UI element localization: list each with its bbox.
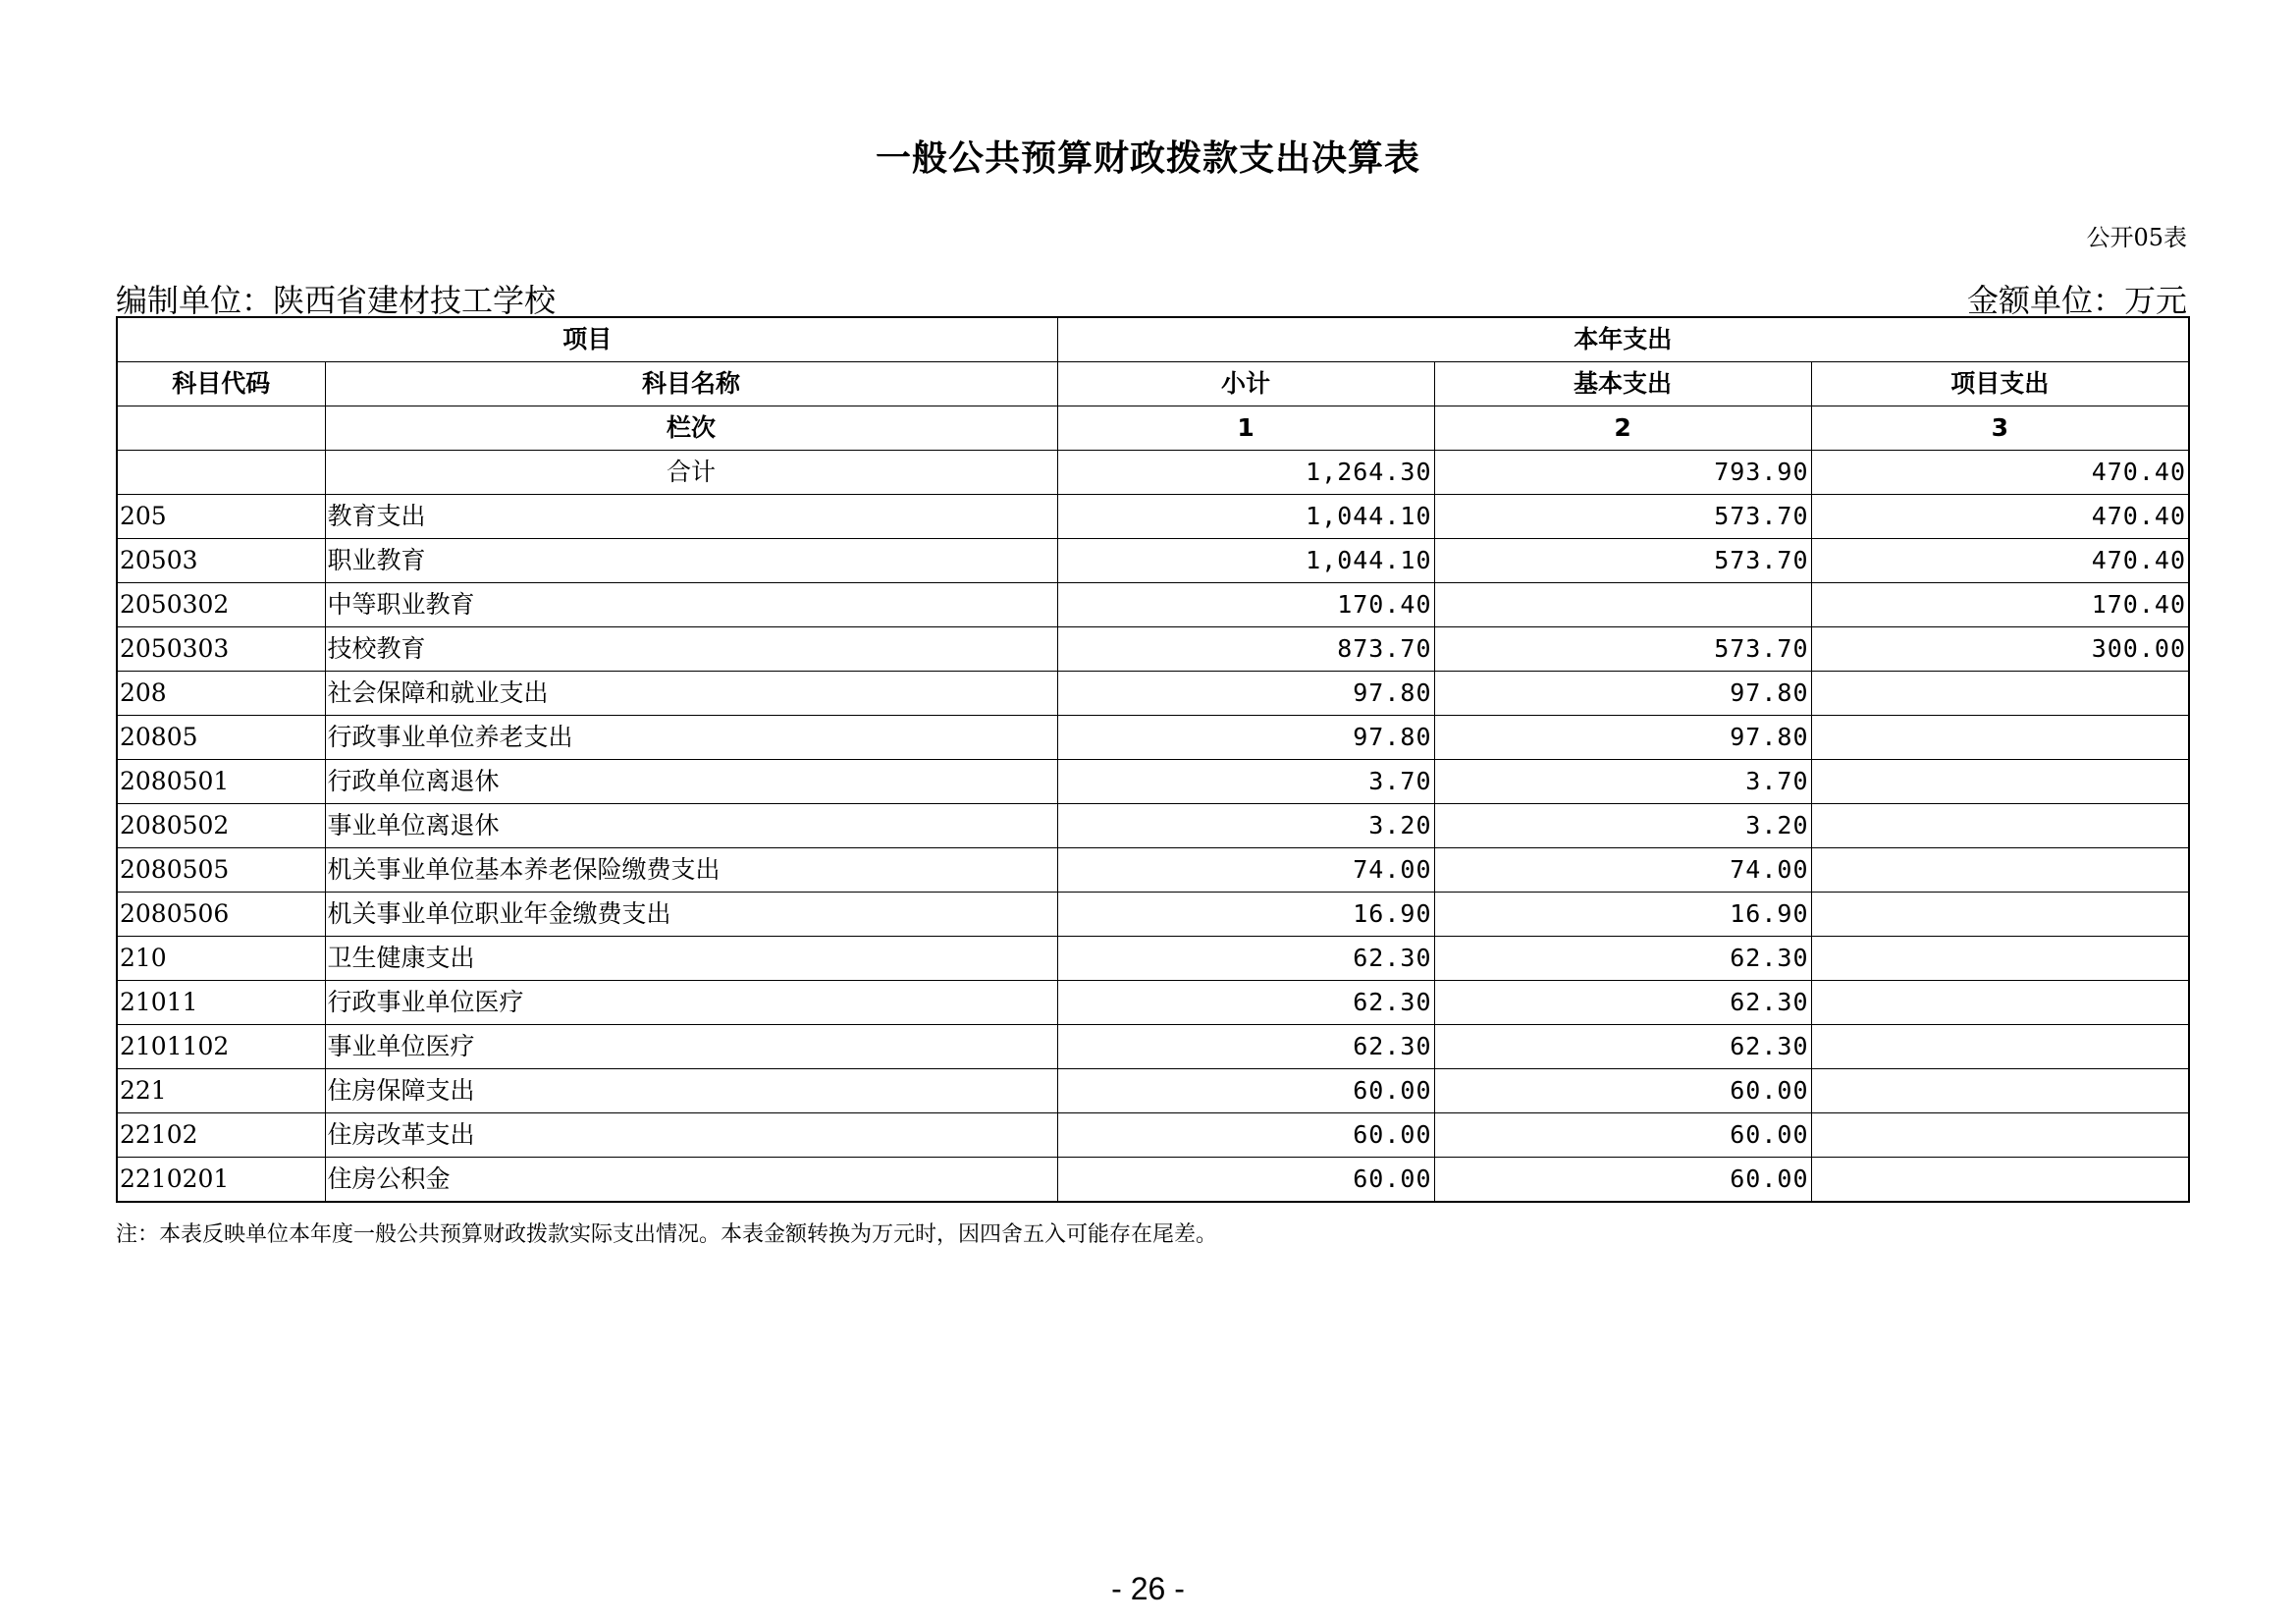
expenditure-table [116, 316, 2190, 1203]
subject-name-cell: 卫生健康支出 [325, 937, 1057, 981]
subject-name-cell: 职业教育 [325, 539, 1057, 583]
subtotal-cell: 3.20 [1057, 804, 1434, 848]
subject-name-cell: 行政事业单位医疗 [325, 981, 1057, 1025]
subtotal-cell: 170.40 [1057, 583, 1434, 627]
table-row [117, 1025, 2189, 1069]
subtotal-cell: 62.30 [1057, 981, 1434, 1025]
table-row [117, 672, 2189, 716]
table-row [117, 937, 2189, 981]
compiling-unit: 编制单位：陕西省建材技工学校 [116, 282, 557, 319]
subject-name-cell: 住房改革支出 [325, 1113, 1057, 1158]
total-project: 470.40 [1811, 451, 2189, 495]
header-index-1: 1 [1057, 406, 1434, 451]
page-title: 一般公共预算财政拨款支出决算表 [875, 137, 1420, 179]
header-index-3: 3 [1811, 406, 2189, 451]
amount-unit: 金额单位：万元 [1966, 282, 2187, 319]
subject-name-cell: 住房保障支出 [325, 1069, 1057, 1113]
subject-name-cell: 社会保障和就业支出 [325, 672, 1057, 716]
subtotal-cell: 873.70 [1057, 627, 1434, 672]
project-expenditure-cell [1811, 893, 2189, 937]
index-blank-cell [117, 406, 325, 451]
subtotal-cell: 74.00 [1057, 848, 1434, 893]
project-expenditure-cell [1811, 937, 2189, 981]
subject-code-cell: 20503 [117, 539, 325, 583]
basic-expenditure-cell: 573.70 [1434, 627, 1811, 672]
project-expenditure-cell [1811, 1113, 2189, 1158]
footnote: 注：本表反映单位本年度一般公共预算财政拨款实际支出情况。本表金额转换为万元时，因四舍五入可能存在尾差。 [116, 1222, 1218, 1247]
total-subtotal: 1,264.30 [1057, 451, 1434, 495]
subtotal-cell: 1,044.10 [1057, 539, 1434, 583]
basic-expenditure-cell: 573.70 [1434, 495, 1811, 539]
table-row [117, 1158, 2189, 1203]
subject-name-cell: 事业单位医疗 [325, 1025, 1057, 1069]
header-year-expenditure: 本年支出 [1057, 317, 2189, 362]
subject-name-cell: 教育支出 [325, 495, 1057, 539]
subtotal-cell: 62.30 [1057, 937, 1434, 981]
subject-code-cell: 22102 [117, 1113, 325, 1158]
subject-name-cell: 行政事业单位养老支出 [325, 716, 1057, 760]
basic-expenditure-cell: 60.00 [1434, 1113, 1811, 1158]
basic-expenditure-cell: 3.70 [1434, 760, 1811, 804]
subject-code-cell: 2101102 [117, 1025, 325, 1069]
header-item-group: 项目 [117, 317, 1057, 362]
header-index-2: 2 [1434, 406, 1811, 451]
basic-expenditure-cell: 60.00 [1434, 1069, 1811, 1113]
header-row-columns [117, 362, 2189, 406]
project-expenditure-cell: 170.40 [1811, 583, 2189, 627]
basic-expenditure-cell: 97.80 [1434, 672, 1811, 716]
table-row [117, 981, 2189, 1025]
project-expenditure-cell [1811, 804, 2189, 848]
subject-name-cell: 机关事业单位职业年金缴费支出 [325, 893, 1057, 937]
basic-expenditure-cell: 62.30 [1434, 1025, 1811, 1069]
subtotal-cell: 62.30 [1057, 1025, 1434, 1069]
basic-expenditure-cell: 16.90 [1434, 893, 1811, 937]
subject-code-cell: 2080501 [117, 760, 325, 804]
table-row [117, 893, 2189, 937]
basic-expenditure-cell: 97.80 [1434, 716, 1811, 760]
subject-code-cell: 2080502 [117, 804, 325, 848]
project-expenditure-cell [1811, 1158, 2189, 1203]
subject-name-cell: 技校教育 [325, 627, 1057, 672]
table-row [117, 539, 2189, 583]
table-row [117, 760, 2189, 804]
subject-name-cell: 住房公积金 [325, 1158, 1057, 1203]
project-expenditure-cell: 300.00 [1811, 627, 2189, 672]
total-label: 合计 [325, 451, 1057, 495]
subtotal-cell: 97.80 [1057, 716, 1434, 760]
table-row [117, 804, 2189, 848]
subject-code-cell: 221 [117, 1069, 325, 1113]
subject-name-cell: 事业单位离退休 [325, 804, 1057, 848]
header-project-expenditure: 项目支出 [1811, 362, 2189, 406]
subject-code-cell: 2050303 [117, 627, 325, 672]
subtotal-cell: 16.90 [1057, 893, 1434, 937]
subject-name-cell: 机关事业单位基本养老保险缴费支出 [325, 848, 1057, 893]
project-expenditure-cell: 470.40 [1811, 539, 2189, 583]
project-expenditure-cell [1811, 1069, 2189, 1113]
basic-expenditure-cell: 74.00 [1434, 848, 1811, 893]
subject-code-cell: 2080505 [117, 848, 325, 893]
subtotal-cell: 97.80 [1057, 672, 1434, 716]
header-lanci: 栏次 [325, 406, 1057, 451]
subject-code-cell: 205 [117, 495, 325, 539]
basic-expenditure-cell: 62.30 [1434, 937, 1811, 981]
subject-code-cell: 2050302 [117, 583, 325, 627]
table-row [117, 583, 2189, 627]
subtotal-cell: 3.70 [1057, 760, 1434, 804]
header-subject-code: 科目代码 [117, 362, 325, 406]
form-number: 公开05表 [2086, 224, 2187, 251]
subject-code-cell: 208 [117, 672, 325, 716]
subtotal-cell: 60.00 [1057, 1113, 1434, 1158]
basic-expenditure-cell [1434, 583, 1811, 627]
subtotal-cell: 1,044.10 [1057, 495, 1434, 539]
header-row-index [117, 406, 2189, 451]
project-expenditure-cell: 470.40 [1811, 495, 2189, 539]
subject-code-cell: 20805 [117, 716, 325, 760]
table-row [117, 495, 2189, 539]
project-expenditure-cell [1811, 848, 2189, 893]
page-number: - 26 - [1111, 1571, 1185, 1606]
basic-expenditure-cell: 60.00 [1434, 1158, 1811, 1203]
total-basic: 793.90 [1434, 451, 1811, 495]
project-expenditure-cell [1811, 981, 2189, 1025]
project-expenditure-cell [1811, 760, 2189, 804]
project-expenditure-cell [1811, 672, 2189, 716]
header-subject-name: 科目名称 [325, 362, 1057, 406]
basic-expenditure-cell: 3.20 [1434, 804, 1811, 848]
table-row [117, 1113, 2189, 1158]
header-subtotal: 小计 [1057, 362, 1434, 406]
table-row [117, 716, 2189, 760]
header-basic-expenditure: 基本支出 [1434, 362, 1811, 406]
subtotal-cell: 60.00 [1057, 1069, 1434, 1113]
total-row [117, 451, 2189, 495]
subject-name-cell: 行政单位离退休 [325, 760, 1057, 804]
subtotal-cell: 60.00 [1057, 1158, 1434, 1203]
subject-code-cell: 2210201 [117, 1158, 325, 1203]
header-row-group [117, 317, 2189, 362]
table-row [117, 627, 2189, 672]
project-expenditure-cell [1811, 1025, 2189, 1069]
subject-code-cell: 2080506 [117, 893, 325, 937]
table-row [117, 848, 2189, 893]
subject-code-cell: 21011 [117, 981, 325, 1025]
table-row [117, 1069, 2189, 1113]
subject-code-cell: 210 [117, 937, 325, 981]
project-expenditure-cell [1811, 716, 2189, 760]
basic-expenditure-cell: 62.30 [1434, 981, 1811, 1025]
subject-name-cell: 中等职业教育 [325, 583, 1057, 627]
basic-expenditure-cell: 573.70 [1434, 539, 1811, 583]
total-blank-cell [117, 451, 325, 495]
